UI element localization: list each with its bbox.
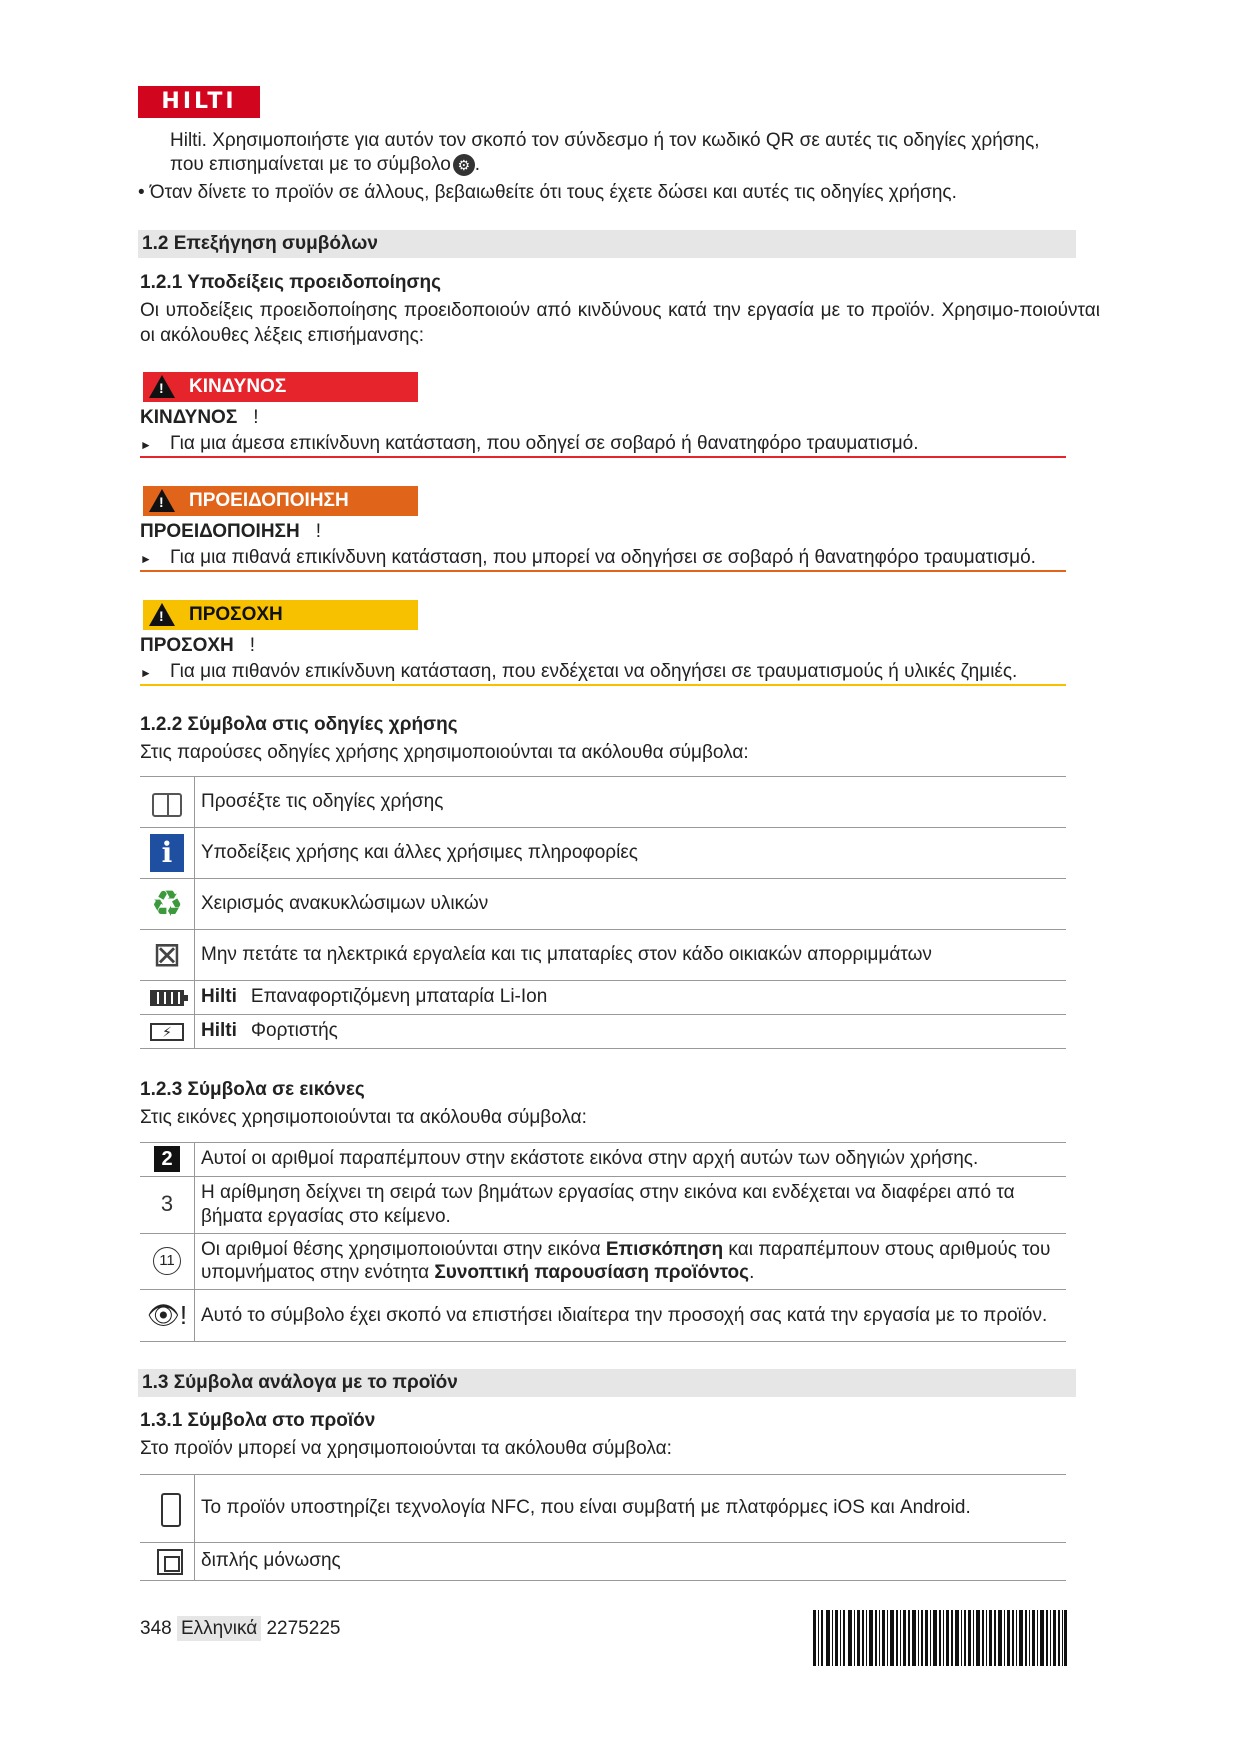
symbol-desc xyxy=(195,1014,1067,1048)
section-1-2-3-title: 1.2.3 Σύμβολα σε εικόνες xyxy=(140,1079,365,1100)
arrow-icon: ► xyxy=(140,438,152,452)
recycle-icon: ♻ xyxy=(150,883,184,924)
table-row xyxy=(140,1233,1066,1290)
danger-item xyxy=(140,432,1080,457)
symbol-desc: Μην πετάτε τα ηλεκτρικά εργαλεία και τις μπαταρίες στον κάδο οικιακών απορριμμάτων xyxy=(195,930,1067,981)
section-1-3-title: 1.3 Σύμβολα ανάλογα με το προϊόν xyxy=(138,1369,1076,1397)
symbol-cell xyxy=(140,981,195,1015)
product-symbols-table xyxy=(140,1474,1066,1581)
symbol-cell xyxy=(140,828,195,879)
caution-item xyxy=(140,660,1080,685)
danger-bang: ! xyxy=(253,407,259,428)
table-row xyxy=(140,1290,1066,1342)
symbol-cell xyxy=(140,930,195,981)
danger-band-text: ΚΙΝΔΥΝΟΣ xyxy=(189,376,287,397)
intro-line-2-end: . xyxy=(474,154,481,175)
table-row xyxy=(140,828,1066,879)
symbol-desc: Το προϊόν υποστηρίζει τεχνολογία NFC, που είναι συμβατή με πλατφόρμες iOS και Android. xyxy=(195,1475,1067,1543)
table-row xyxy=(140,879,1066,930)
symbol-desc: Χειρισμός ανακυκλώσιμων υλικών xyxy=(195,879,1067,930)
caution-rule xyxy=(140,684,1066,686)
danger-band xyxy=(143,372,418,402)
intro-line-2-text: που επισημαίνεται με το σύμβολο xyxy=(170,154,451,175)
table-row xyxy=(140,1143,1066,1177)
section-1-2-3-para: Στις εικόνες χρησιμοποιούνται τα ακόλουθα σύμβολα: xyxy=(140,1107,587,1128)
warning-triangle-icon xyxy=(149,489,175,512)
warning-label-text: ΠΡΟΕΙΔΟΠΟΙΗΣΗ xyxy=(140,521,300,542)
hilti-logo: HILTI xyxy=(138,86,260,118)
symbol-desc: Αυτό το σύμβολο έχει σκοπό να επιστήσει ιδιαίτερα την προσοχή σας κατά την εργασία με το προϊόν. xyxy=(195,1290,1067,1342)
caution-label xyxy=(140,634,255,659)
warning-bang: ! xyxy=(315,521,321,542)
manual-symbols-table xyxy=(140,776,1066,1049)
symbol-cell xyxy=(140,879,195,930)
page-footer xyxy=(140,1617,340,1642)
qr-link-symbol-icon: ⚙ xyxy=(453,154,475,176)
table-row xyxy=(140,930,1066,981)
danger-label-text: ΚΙΝΔΥΝΟΣ xyxy=(140,407,238,428)
symbol-desc: διπλής μόνωσης xyxy=(195,1543,1067,1581)
symbol-desc: Αυτοί οι αριθμοί παραπέμπουν στην εκάστοτε εικόνα στην αρχή αυτών των οδηγιών χρήσης. xyxy=(195,1143,1067,1177)
warning-item xyxy=(140,546,1080,571)
warning-triangle-icon xyxy=(149,603,175,626)
caution-label-text: ΠΡΟΣΟΧΗ xyxy=(140,635,234,656)
language-label: Ελληνικά xyxy=(177,1616,261,1641)
danger-rule xyxy=(140,456,1066,458)
desc-part: . xyxy=(749,1262,755,1284)
table-row xyxy=(140,981,1066,1015)
symbol-desc: Η αρίθμηση δείχνει τη σειρά των βημάτων εργασίας στην εικόνα και ενδέχεται να διαφέρει από τα βήματα εργασίας στο κείμενο. xyxy=(195,1177,1067,1234)
table-row xyxy=(140,777,1066,828)
warning-item-text: Για μια πιθανά επικίνδυνη κατάσταση, που μπορεί να οδηγήσει σε σοβαρό ή θανατηφόρο τραυματισμό. xyxy=(170,547,1036,568)
section-1-2-title: 1.2 Επεξήγηση συμβόλων xyxy=(138,230,1076,258)
table-row xyxy=(140,1543,1066,1581)
eye-attention-icon: 👁! xyxy=(146,1299,188,1330)
symbol-cell xyxy=(140,1290,195,1342)
warning-band xyxy=(143,486,418,516)
section-1-2-2-para: Στις παρούσες οδηγίες χρήσης χρησιμοποιούνται τα ακόλουθα σύμβολα: xyxy=(140,742,749,763)
position-number-icon: 11 xyxy=(153,1247,181,1275)
document-number: 2275225 xyxy=(266,1618,341,1639)
info-icon: i xyxy=(150,834,184,872)
charger-icon: ⚡ xyxy=(150,1023,184,1041)
danger-item-text: Για μια άμεσα επικίνδυνη κατάσταση, που οδηγεί σε σοβαρό ή θανατηφόρο τραυματισμό. xyxy=(170,433,919,454)
symbol-desc-text: Επαναφορτιζόμενη μπαταρία Li-Ion xyxy=(250,986,548,1007)
warning-label xyxy=(140,520,321,545)
figure-symbols-table xyxy=(140,1142,1066,1342)
warning-band-text: ΠΡΟΕΙΔΟΠΟΙΗΣΗ xyxy=(189,490,349,511)
table-row xyxy=(140,1475,1066,1543)
arrow-icon: ► xyxy=(140,666,152,680)
intro-bullet: • Όταν δίνετε το προϊόν σε άλλους, βεβαιωθείτε ότι τους έχετε δώσει και αυτές τις οδηγίες χρήσης. xyxy=(138,182,957,203)
symbol-cell xyxy=(140,1143,195,1177)
book-icon xyxy=(152,793,182,817)
symbol-cell xyxy=(140,1475,195,1543)
barcode xyxy=(813,1610,1067,1666)
battery-icon xyxy=(150,990,184,1006)
caution-band-text: ΠΡΟΣΟΧΗ xyxy=(189,604,283,625)
caution-bang: ! xyxy=(249,635,256,656)
table-row xyxy=(140,1014,1066,1048)
figure-number-icon: 2 xyxy=(154,1146,180,1172)
symbol-desc: Προσέξτε τις οδηγίες χρήσης xyxy=(195,777,1067,828)
warning-triangle-icon xyxy=(149,375,175,398)
caution-item-text: Για μια πιθανόν επικίνδυνη κατάσταση, που ενδέχεται να οδηγήσει σε τραυματισμούς ή υλικές ζημιές. xyxy=(170,661,1018,682)
nfc-phone-icon xyxy=(161,1493,181,1527)
double-insulation-icon xyxy=(157,1549,183,1575)
intro-line-1: Hilti. Χρησιμοποιήστε για αυτόν τον σκοπό τον σύνδεσμο ή τον κωδικό QR σε αυτές τις οδηγίες χρήσης, xyxy=(170,130,1040,151)
symbol-cell xyxy=(140,1233,195,1290)
section-1-3-1-title: 1.3.1 Σύμβολα στο προϊόν xyxy=(140,1410,376,1431)
symbol-cell xyxy=(140,1177,195,1234)
danger-label xyxy=(140,406,259,431)
brand-name: Hilti xyxy=(201,986,237,1007)
step-number-icon: 3 xyxy=(160,1191,174,1217)
brand-name: Hilti xyxy=(201,1019,237,1041)
intro-line-2 xyxy=(170,153,480,178)
symbol-desc xyxy=(195,1233,1067,1290)
symbol-cell xyxy=(140,1543,195,1581)
section-1-2-1-title: 1.2.1 Υποδείξεις προειδοποίησης xyxy=(140,272,442,293)
warning-rule xyxy=(140,570,1066,572)
symbol-desc-text: Φορτιστής xyxy=(250,1019,338,1041)
section-1-2-2-title: 1.2.2 Σύμβολα στις οδηγίες χρήσης xyxy=(140,714,458,735)
symbol-desc xyxy=(195,981,1067,1015)
symbol-cell xyxy=(140,1014,195,1048)
section-1-3-1-para: Στο προϊόν μπορεί να χρησιμοποιούνται τα ακόλουθα σύμβολα: xyxy=(140,1438,672,1459)
caution-band xyxy=(143,600,418,630)
crossed-bin-icon: ⊠ xyxy=(152,936,182,974)
page-number: 348 xyxy=(140,1618,172,1639)
arrow-icon: ► xyxy=(140,552,152,566)
desc-part: και παραπέμπουν στους αριθμούς του υπομνήματος στην ενότητα xyxy=(201,1238,1051,1284)
desc-bold: Επισκόπηση xyxy=(605,1238,724,1260)
symbol-cell xyxy=(140,777,195,828)
desc-bold: Συνοπτική παρουσίαση προϊόντος xyxy=(434,1262,750,1284)
desc-part: Οι αριθμοί θέσης χρησιμοποιούνται στην εικόνα xyxy=(201,1238,606,1260)
table-row xyxy=(140,1177,1066,1234)
section-1-2-1-para: Οι υποδείξεις προειδοποίησης προειδοποιούν από κινδύνους κατά την εργασία με το προϊόν. Χρησιμο-ποιούνται οι ακόλουθες λέξεις επισήμανσης: xyxy=(140,300,1100,346)
symbol-desc: Υποδείξεις χρήσης και άλλες χρήσιμες πληροφορίες xyxy=(195,828,1067,879)
